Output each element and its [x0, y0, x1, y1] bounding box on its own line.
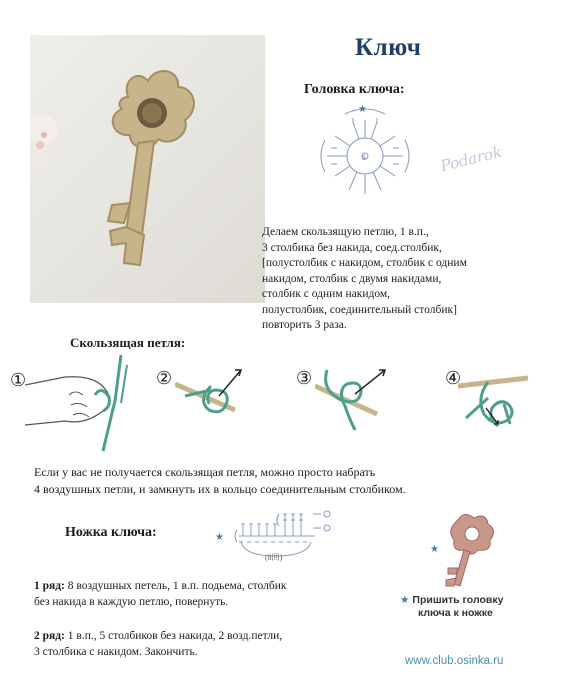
step-4-number: ④ — [445, 368, 462, 388]
desc-line: повторить 3 раза. — [262, 319, 347, 331]
note-line: Если у вас не получается скользящая петля, можно просто набрать — [34, 465, 376, 479]
website-link[interactable]: www.club.osinka.ru — [405, 655, 504, 667]
crochet-key-image — [30, 35, 265, 303]
slip-knot-heading: Скользящая петля: — [70, 335, 186, 350]
head-description — [262, 225, 562, 334]
key-star: ★ — [430, 544, 439, 555]
step-4-illustration — [458, 368, 538, 443]
step-2-number: ② — [156, 368, 173, 388]
step-3-illustration — [315, 360, 395, 435]
key-photo — [30, 35, 265, 303]
assembled-key-illustration — [430, 512, 510, 592]
step-3-number: ③ — [296, 368, 313, 388]
row-2-text: 1 в.п., 5 столбиков без накида, 2 возд.петли, — [64, 630, 283, 642]
attach-note — [400, 594, 550, 620]
chart-start-star: ★ — [358, 104, 367, 115]
row-2-instructions — [34, 628, 282, 660]
step-1-hand-illustration — [25, 355, 145, 455]
desc-line: 3 столбика без накида, соед.столбик, — [262, 241, 442, 254]
slip-knot-note — [34, 464, 554, 498]
row-1-instructions — [34, 578, 286, 610]
desc-line: столбик с одним накидом, — [262, 288, 391, 300]
attach-line-1: Пришить головку — [412, 594, 504, 606]
head-crochet-chart — [305, 100, 435, 212]
step-1-number: ① — [10, 370, 27, 390]
attach-star: ★ — [400, 594, 410, 606]
stem-chart-star: ★ — [215, 532, 224, 543]
head-section-heading: Головка ключа: — [304, 82, 405, 97]
desc-line: Делаем скользящую петлю, 1 в.п., — [262, 226, 429, 238]
stem-crochet-chart — [215, 508, 345, 568]
key-stem — [108, 141, 154, 265]
key-head — [113, 71, 194, 148]
stem-chart-label: (8回) — [265, 553, 283, 562]
desc-line: полустолбик, соединительный столбик] — [262, 303, 457, 316]
row-2-label: 2 ряд: — [34, 630, 65, 642]
desc-line: накидом, столбик с двумя накидами, — [262, 272, 442, 285]
row-1-text: 8 воздушных петель, 1 в.п. подьема, столбик — [64, 580, 287, 592]
row-1-label: 1 ряд: — [34, 580, 65, 592]
chart-watermark: Podarok — [438, 142, 504, 176]
flower-fragment — [30, 114, 58, 169]
page-title: Ключ — [355, 34, 422, 61]
stem-section-heading: Ножка ключа: — [65, 525, 157, 540]
row-1-text: без накида в каждую петлю, повернуть. — [34, 596, 229, 608]
step-2-illustration — [175, 360, 255, 430]
desc-line: [полустолбик с накидом, столбик с одним — [262, 257, 467, 269]
note-line: 4 воздушных петли, и замкнуть их в кольцо соединительным столбиком. — [34, 482, 406, 496]
chart-center-label: б — [362, 154, 366, 162]
attach-line-2: ключа к ножке — [418, 607, 493, 619]
row-2-text: 3 столбика с накидом. Закончить. — [34, 646, 198, 658]
